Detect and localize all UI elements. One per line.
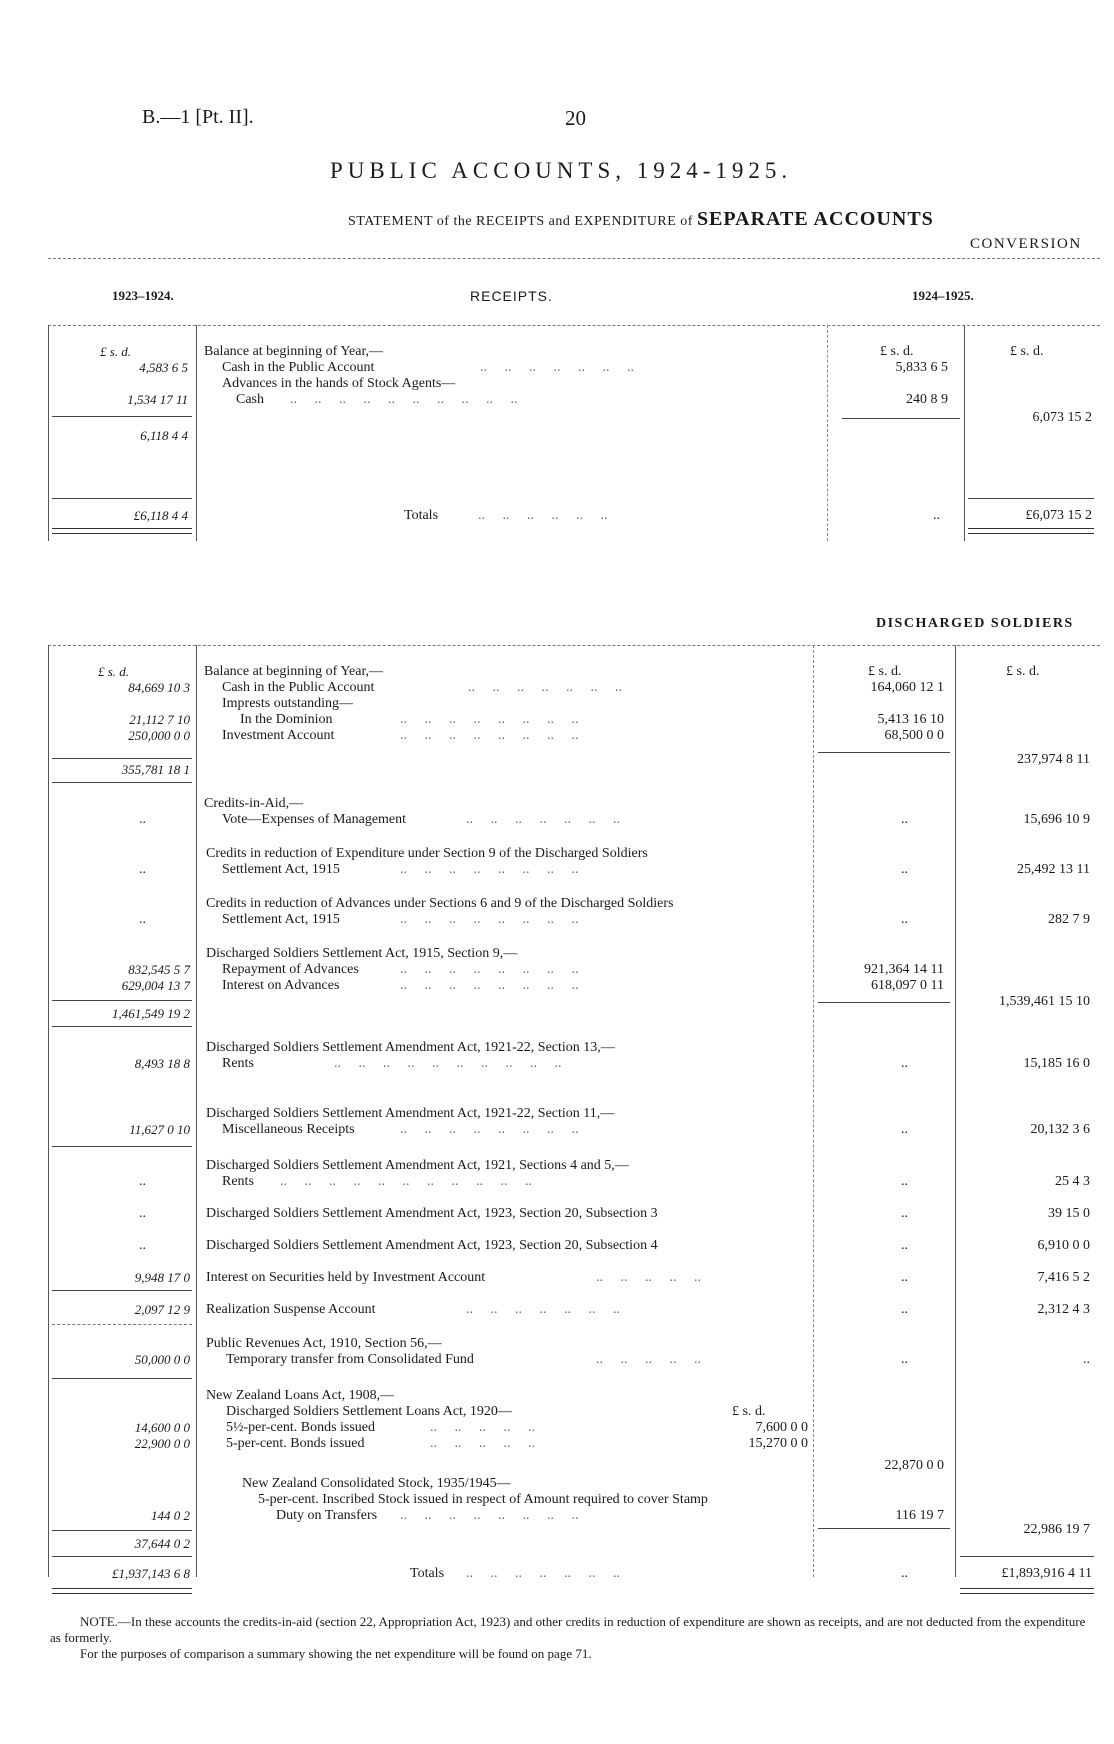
ds-b5-prev: 22,900 0 0: [134, 1436, 190, 1451]
ds-realization-prev: 2,097 12 9: [134, 1302, 190, 1317]
ds-pra-mid: ..: [901, 1352, 908, 1367]
ds-vote-expenses: Vote—Expenses of Management: [222, 812, 407, 827]
ds-interest-advances: Interest on Advances: [222, 978, 340, 993]
conv-units-mid: £ s. d.: [880, 344, 914, 359]
conv-row1-mid: 5,833 6 5: [895, 360, 948, 375]
ds-s20ss4-cur: 6,910 0 0: [1037, 1238, 1090, 1253]
ds-rents13-prev: 8,493 18 8: [134, 1056, 190, 1071]
ds-invest-prev: 250,000 0 0: [128, 728, 190, 743]
ds-rents45-desc: Rents: [222, 1174, 254, 1189]
ds-nzla-sub-cur: 22,986 19 7: [1023, 1522, 1090, 1537]
ds-rents45-heading: Discharged Soldiers Settlement Amendment Act, 1921, Sections 4 and 5,—: [206, 1158, 629, 1173]
ds-balance-heading: Balance at beginning of Year,—: [204, 664, 384, 679]
page-number: 20: [565, 106, 586, 130]
ds-credits-section9-a: Credits in reduction of Expenditure under Section 9 of the Discharged Soldiers: [206, 846, 648, 861]
ds-dssa-sub-prev: 1,461,549 19 2: [112, 1006, 190, 1021]
ds-interest-mid: ..: [901, 1270, 908, 1285]
ds-misc11-desc: Miscellaneous Receipts: [222, 1122, 355, 1137]
ds-cre9-cur: 25,492 13 11: [1017, 862, 1090, 877]
ds-credits-advances-b: Settlement Act, 1915: [222, 912, 340, 927]
ds-nzla-sub: Discharged Soldiers Settlement Loans Act, 1920—: [226, 1404, 512, 1419]
ds-misc11-prev: 11,627 0 10: [129, 1122, 190, 1137]
ds-cash-public-account: Cash in the Public Account: [222, 680, 375, 695]
ds-credits-section9-b: Settlement Act, 1915: [222, 862, 340, 877]
ds-investment-account: Investment Account: [222, 728, 335, 743]
ds-cra69-cur: 282 7 9: [1048, 912, 1090, 927]
ds-pra-cur: ..: [1083, 1352, 1090, 1367]
ds-cre9-mid: ..: [901, 862, 908, 877]
ds-units-mid: £ s. d.: [868, 664, 902, 679]
ds-bonds-5pct: 5-per-cent. Bonds issued: [226, 1436, 365, 1451]
ds-rents13-cur: 15,185 16 0: [1023, 1056, 1090, 1071]
ds-s20ss3-desc: Discharged Soldiers Settlement Amendment Act, 1923, Section 20, Subsection 3: [206, 1206, 658, 1221]
ds-s20ss3-mid: ..: [901, 1206, 908, 1221]
ds-pra-heading: Public Revenues Act, 1910, Section 56,—: [206, 1336, 442, 1351]
conv-total-mid: ..: [933, 508, 940, 523]
ds-cra69-prev: ..: [139, 912, 146, 927]
conv-subtotal-cur: 6,073 15 2: [1032, 410, 1092, 425]
ds-rents45-prev: ..: [139, 1174, 146, 1189]
ds-cash-prev: 84,669 10 3: [128, 680, 190, 695]
ds-b55-inner: 7,600 0 0: [755, 1420, 808, 1435]
ds-nzcs-heading: New Zealand Consolidated Stock, 1935/1945—: [242, 1476, 511, 1491]
ds-b55-prev: 14,600 0 0: [134, 1420, 190, 1435]
ds-bonds-mid: 22,870 0 0: [884, 1458, 944, 1473]
ds-b5-inner: 15,270 0 0: [748, 1436, 808, 1451]
ds-realization-mid: ..: [901, 1302, 908, 1317]
ds-pra-prev: 50,000 0 0: [134, 1352, 190, 1367]
ds-invest-mid: 68,500 0 0: [884, 728, 944, 743]
ds-s20ss4-mid: ..: [901, 1238, 908, 1253]
ds-interest-cur: 7,416 5 2: [1037, 1270, 1090, 1285]
statement-heading: [348, 208, 934, 231]
conversion-section-title: CONVERSION: [970, 236, 1082, 252]
ds-cra69-mid: ..: [901, 912, 908, 927]
ds-realization-cur: 2,312 4 3: [1037, 1302, 1090, 1317]
document-reference: B.—1 [Pt. II].: [142, 106, 254, 128]
col-head-receipts: RECEIPTS.: [470, 288, 553, 304]
ds-dssa-heading: Discharged Soldiers Settlement Act, 1915, Section 9,—: [206, 946, 518, 961]
ds-vote-mid: ..: [901, 812, 908, 827]
ds-total-cur: £1,893,916 4 11: [1001, 1566, 1092, 1581]
ds-repay-mid: 921,364 14 11: [864, 962, 944, 977]
ds-nzla-units: £ s. d.: [732, 1404, 766, 1419]
conv-total-prev: £6,118 4 4: [133, 508, 188, 523]
col-head-cur-year: 1924–1925.: [912, 288, 974, 303]
conv-totals-label: Totals: [404, 508, 439, 523]
ds-vote-cur: 15,696 10 9: [1023, 812, 1090, 827]
ds-interest-prev: 9,948 17 0: [134, 1270, 190, 1285]
ds-int-mid: 618,097 0 11: [871, 978, 944, 993]
ds-dssa-sub-cur: 1,539,461 15 10: [999, 994, 1090, 1009]
ds-rents13-heading: Discharged Soldiers Settlement Amendment Act, 1921-22, Section 13,—: [206, 1040, 615, 1055]
conv-cash-public-account: Cash in the Public Account: [222, 360, 375, 375]
conv-row2-prev: 1,534 17 11: [127, 392, 188, 407]
ds-int-prev: 629,004 13 7: [121, 978, 190, 993]
ds-credits-in-aid-heading: Credits-in-Aid,—: [204, 796, 304, 811]
statement-emphasis: SEPARATE ACCOUNTS: [696, 208, 934, 230]
statement-prefix: STATEMENT of the RECEIPTS and EXPENDITURE of: [348, 214, 693, 229]
ds-credits-advances-a: Credits in reduction of Advances under Sections 6 and 9 of the Discharged Soldiers: [206, 896, 674, 911]
ds-totals-label: Totals: [410, 1566, 445, 1581]
ds-cre9-prev: ..: [139, 862, 146, 877]
ds-in-dominion: In the Dominion: [240, 712, 333, 727]
ds-realization: Realization Suspense Account: [206, 1302, 376, 1317]
ds-nzla-heading: New Zealand Loans Act, 1908,—: [206, 1388, 395, 1403]
ds-rents45-mid: ..: [901, 1174, 908, 1189]
footnote-note: NOTE.—In these accounts the credits-in-aid (section 22, Appropriation Act, 1923) and other credits in reduction of expenditure are shown as receipts, and are not deducted from the expenditure as formerly.: [50, 1614, 1086, 1645]
conv-subtotal-prev: 6,118 4 4: [140, 428, 188, 443]
ds-balance-sub-cur: 237,974 8 11: [1017, 752, 1090, 767]
conv-units-cur: £ s. d.: [1010, 344, 1044, 359]
conv-cash: Cash: [236, 392, 264, 407]
ds-nzcs-prev: 144 0 2: [151, 1508, 190, 1523]
ds-pra-desc: Temporary transfer from Consolidated Fund: [226, 1352, 474, 1367]
conv-row2-mid: 240 8 9: [906, 392, 948, 407]
ds-dominion-mid: 5,413 16 10: [877, 712, 944, 727]
ds-nzcs-desc-b: Duty on Transfers: [276, 1508, 378, 1523]
ds-units-cur: £ s. d.: [1006, 664, 1040, 679]
ds-cash-mid: 164,060 12 1: [870, 680, 944, 695]
conv-balance-heading: Balance at beginning of Year,—: [204, 344, 384, 359]
discharged-section-title: DISCHARGED SOLDIERS: [876, 616, 1074, 631]
ds-total-mid: ..: [901, 1566, 908, 1581]
ds-rents45-cur: 25 4 3: [1055, 1174, 1090, 1189]
conv-total-cur: £6,073 15 2: [1025, 508, 1092, 523]
ds-s20ss3-cur: 39 15 0: [1048, 1206, 1090, 1221]
ds-bonds-5-5pct: 5½-per-cent. Bonds issued: [226, 1420, 376, 1435]
ds-misc11-cur: 20,132 3 6: [1030, 1122, 1090, 1137]
footnote: [50, 1614, 1090, 1662]
ds-balance-sub-prev: 355,781 18 1: [121, 762, 190, 777]
ds-interest-securities: Interest on Securities held by Investment Account: [206, 1270, 486, 1285]
ds-s20ss4-desc: Discharged Soldiers Settlement Amendment Act, 1923, Section 20, Subsection 4: [206, 1238, 658, 1253]
footnote-comparison: For the purposes of comparison a summary showing the net expenditure will be found on page 71.: [80, 1646, 592, 1661]
ds-repayment-advances: Repayment of Advances: [222, 962, 359, 977]
conv-units-prev: £ s. d.: [100, 344, 132, 359]
ds-units-prev: £ s. d.: [98, 664, 130, 679]
ds-nzcs-mid: 116 19 7: [895, 1508, 944, 1523]
ds-imprests-heading: Imprests outstanding—: [222, 696, 354, 711]
col-head-prev-year: 1923–1924.: [112, 288, 174, 303]
ds-nzla-sub-prev: 37,644 0 2: [134, 1536, 190, 1551]
ds-nzcs-desc-a: 5-per-cent. Inscribed Stock issued in respect of Amount required to cover Stamp: [258, 1492, 708, 1507]
ds-dominion-prev: 21,112 7 10: [129, 712, 190, 727]
conv-advances-heading: Advances in the hands of Stock Agents—: [222, 376, 456, 391]
ds-rents13-desc: Rents: [222, 1056, 254, 1071]
ds-misc11-mid: ..: [901, 1122, 908, 1137]
ds-misc11-heading: Discharged Soldiers Settlement Amendment Act, 1921-22, Section 11,—: [206, 1106, 615, 1121]
ds-total-prev: £1,937,143 6 8: [112, 1566, 190, 1581]
conv-row1-prev: 4,583 6 5: [139, 360, 188, 375]
ds-vote-prev: ..: [139, 812, 146, 827]
ds-repay-prev: 832,545 5 7: [128, 962, 190, 977]
ds-rents13-mid: ..: [901, 1056, 908, 1071]
page-title: PUBLIC ACCOUNTS, 1924-1925.: [330, 158, 793, 183]
ds-s20ss4-prev: ..: [139, 1238, 146, 1253]
ds-s20ss3-prev: ..: [139, 1206, 146, 1221]
